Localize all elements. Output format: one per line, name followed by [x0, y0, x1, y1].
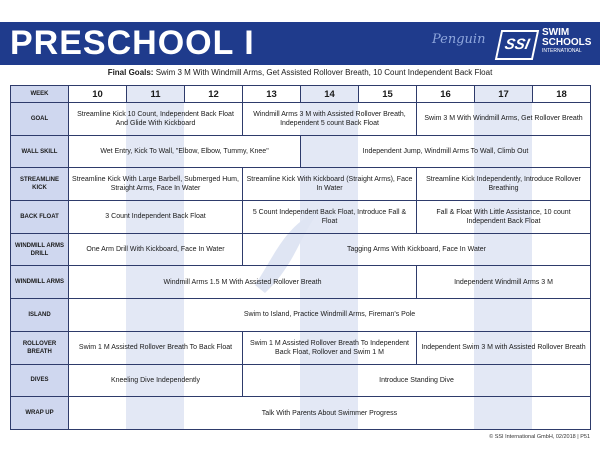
- logo-line-swim: SWIM: [542, 27, 570, 38]
- table-cell: Swim 1 M Assisted Rollover Breath To Independent Back Float, Rollover and Swim 1 M: [243, 331, 417, 364]
- row-label: ROLLOVER BREATH: [11, 331, 69, 364]
- week-15: 15: [359, 86, 417, 103]
- table-cell: 3 Count Independent Back Float: [69, 201, 243, 234]
- final-goals: [0, 68, 600, 78]
- final-goals-text: Swim 3 M With Windmill Arms, Get Assisted Rollover Breath, 10 Count Independent Back Float: [155, 68, 493, 77]
- lesson-plan-table: [10, 85, 591, 430]
- row-dives: [11, 364, 591, 397]
- table-cell: Independent Windmill Arms 3 M: [417, 266, 591, 299]
- table-cell: Streamline Kick 10 Count, Independent Back Float And Glide With Kickboard: [69, 103, 243, 136]
- ssi-logo: [498, 28, 598, 60]
- table-cell: Independent Swim 3 M with Assisted Rollover Breath: [417, 331, 591, 364]
- table-cell: Wet Entry, Kick To Wall, "Elbow, Elbow, Tummy, Knee": [69, 135, 301, 168]
- row-streamline-kick: [11, 168, 591, 201]
- row-label: DIVES: [11, 364, 69, 397]
- table-cell: Swim 3 M With Windmill Arms, Get Rollover Breath: [417, 103, 591, 136]
- penguin-label: Penguin: [432, 32, 486, 47]
- row-label: BACK FLOAT: [11, 201, 69, 234]
- row-label: WRAP UP: [11, 397, 69, 430]
- table-cell: Streamline Kick Independently, Introduce Rollover Breathing: [417, 168, 591, 201]
- page-title: PRESCHOOL I: [10, 24, 255, 62]
- row-island: [11, 299, 591, 332]
- row-back-float: [11, 201, 591, 234]
- table-cell: Windmill Arms 1.5 M With Assisted Rollover Breath: [69, 266, 417, 299]
- week-17: 17: [475, 86, 533, 103]
- row-rollover-breath: [11, 331, 591, 364]
- week-13: 13: [243, 86, 301, 103]
- ssi-logo-text: [542, 28, 598, 54]
- table-cell: Tagging Arms With Kickboard, Face In Water: [243, 233, 591, 266]
- table-cell: Swim 1 M Assisted Rollover Breath To Back Float: [69, 331, 243, 364]
- row-label: STREAMLINE KICK: [11, 168, 69, 201]
- table-cell: 5 Count Independent Back Float, Introduce Fall & Float: [243, 201, 417, 234]
- row-label: WALL SKILL: [11, 135, 69, 168]
- week-14: 14: [301, 86, 359, 103]
- table-cell: Introduce Standing Dive: [243, 364, 591, 397]
- row-wall-skill: [11, 135, 591, 168]
- week-header-row: [11, 86, 591, 103]
- copyright-footer: © SSI International GmbH, 02/2018 | P51: [489, 434, 590, 440]
- table-cell: Streamline Kick With Large Barbell, Submerged Hum, Straight Arms, Face In Water: [69, 168, 243, 201]
- ssi-logo-mark: SSI: [495, 30, 539, 60]
- row-label: WINDMILL ARMS DRILL: [11, 233, 69, 266]
- row-goal: [11, 103, 591, 136]
- final-goals-label: Final Goals:: [107, 68, 154, 77]
- table-cell: Windmill Arms 3 M with Assisted Rollover Breath, Independent 5 count Back Float: [243, 103, 417, 136]
- row-label: WINDMILL ARMS: [11, 266, 69, 299]
- row-label: GOAL: [11, 103, 69, 136]
- logo-line-international: INTERNATIONAL: [542, 48, 582, 54]
- row-windmill-arms-drill: [11, 233, 591, 266]
- row-windmill-arms: [11, 266, 591, 299]
- table-cell: Kneeling Dive Independently: [69, 364, 243, 397]
- week-18: 18: [533, 86, 591, 103]
- table-cell: Swim to Island, Practice Windmill Arms, Fireman's Pole: [69, 299, 591, 332]
- table-cell: Fall & Float With Little Assistance, 10 count Independent Back Float: [417, 201, 591, 234]
- week-12: 12: [185, 86, 243, 103]
- week-10: 10: [69, 86, 127, 103]
- table-cell: Talk With Parents About Swimmer Progress: [69, 397, 591, 430]
- table-cell: Independent Jump, Windmill Arms To Wall, Climb Out: [301, 135, 591, 168]
- row-wrap-up: [11, 397, 591, 430]
- week-label: WEEK: [11, 86, 69, 103]
- logo-line-schools: SCHOOLS: [542, 37, 592, 48]
- row-label: ISLAND: [11, 299, 69, 332]
- week-11: 11: [127, 86, 185, 103]
- table-cell: Streamline Kick With Kickboard (Straight Arms), Face In Water: [243, 168, 417, 201]
- header-banner: [0, 22, 600, 65]
- week-16: 16: [417, 86, 475, 103]
- table-cell: One Arm Drill With Kickboard, Face In Water: [69, 233, 243, 266]
